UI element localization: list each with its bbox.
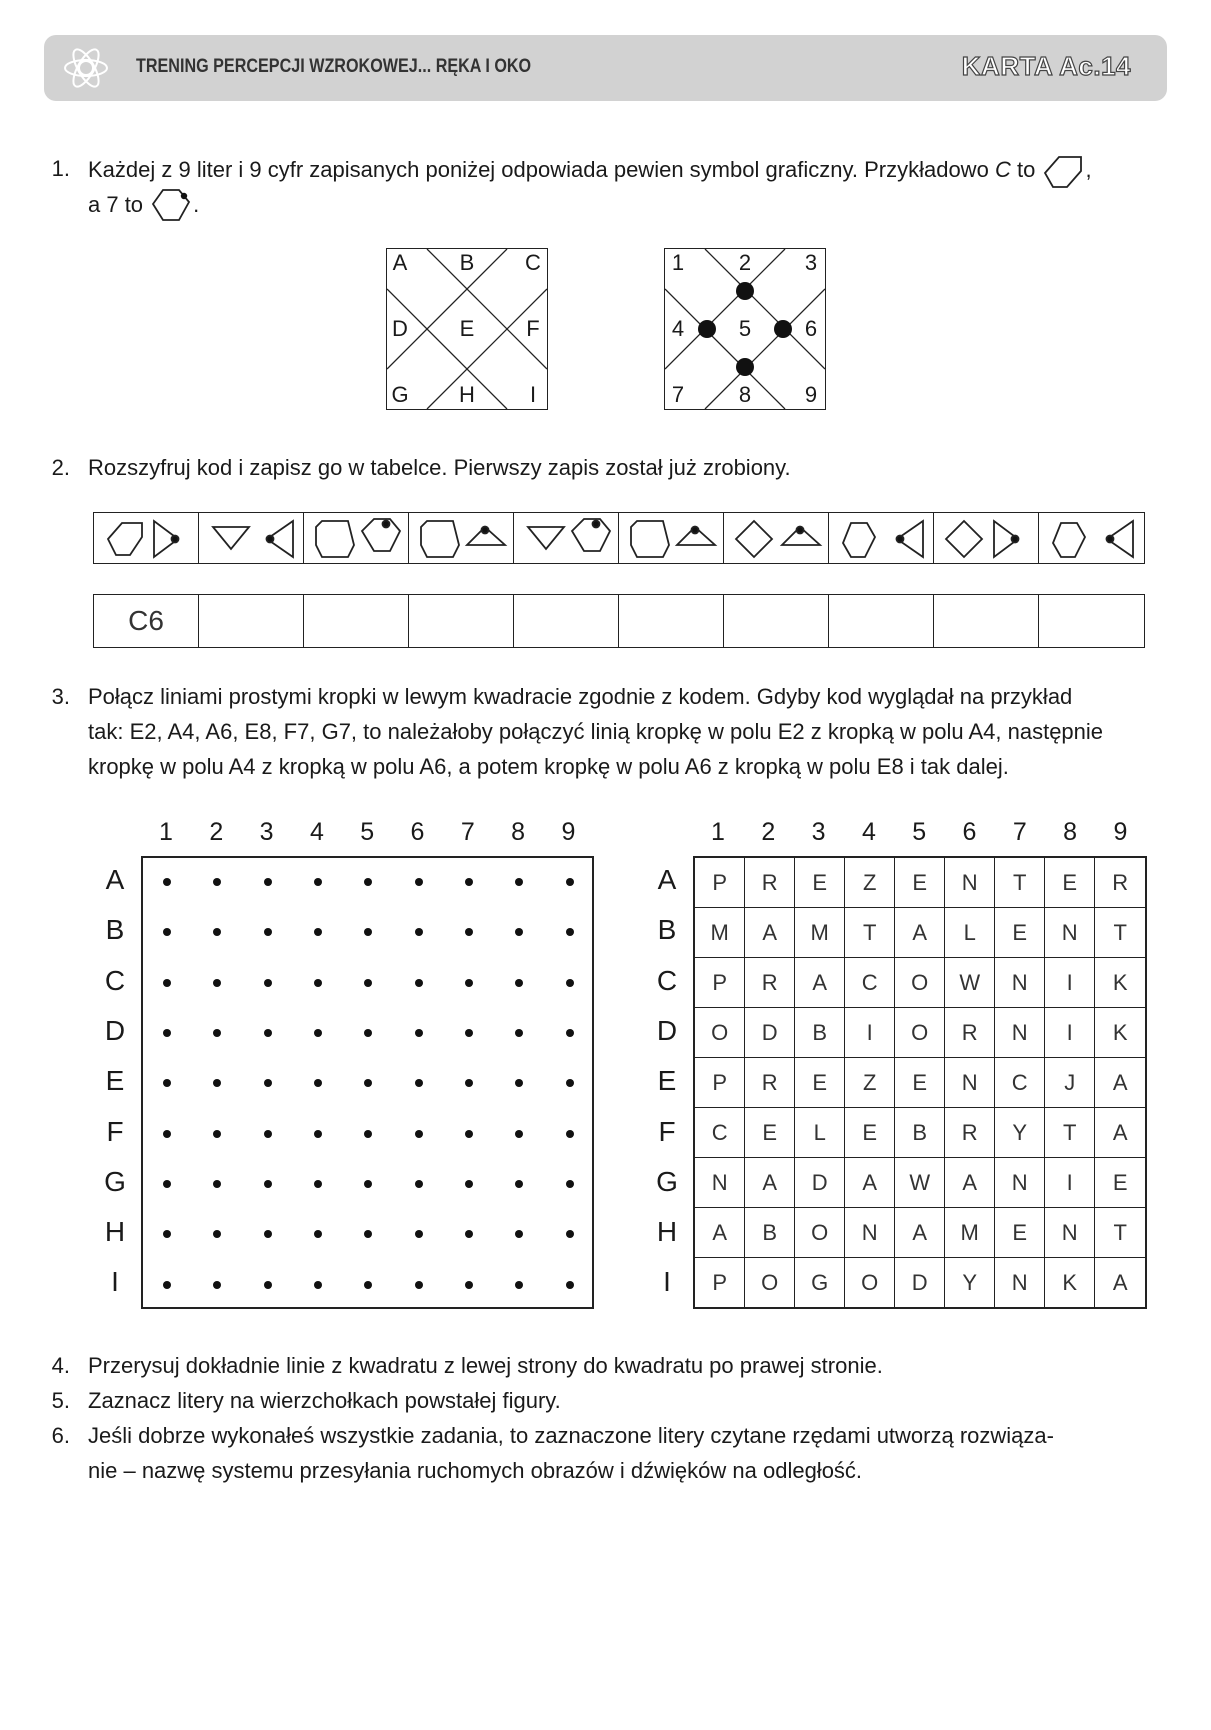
letter-cell: T <box>995 858 1045 908</box>
letter-cell: E <box>1045 858 1095 908</box>
grid-dot[interactable] <box>364 1079 372 1087</box>
grid-dot[interactable] <box>515 1130 523 1138</box>
grid-dot[interactable] <box>515 1281 523 1289</box>
grid-dot[interactable] <box>163 878 171 886</box>
tasks-4-6 <box>40 1348 1170 1488</box>
code-symbol-icon <box>409 513 514 563</box>
task-6-text-cont: nie – nazwę systemu przesyłania ruchomych obrazów i dźwięków na odległość. <box>88 1458 863 1483</box>
column-label: 3 <box>259 818 274 846</box>
task-number: 3. <box>51 684 70 709</box>
task-2-text: Rozszyfruj kod i zapisz go w tabelce. Pierwszy zapis został już zrobiony. <box>88 455 791 480</box>
letter-cell: A <box>895 1208 945 1258</box>
letter-cell: O <box>795 1208 845 1258</box>
column-label: 9 <box>561 818 576 846</box>
column-label: 4 <box>861 818 876 846</box>
column-label: 1 <box>711 818 725 846</box>
answer-cell[interactable] <box>409 595 514 647</box>
letter-cell: R <box>945 1008 995 1058</box>
key-letter-g: G <box>391 382 409 407</box>
letter-cell: N <box>995 1158 1045 1208</box>
header-title: TRENING PERCEPCJI WZROKOWEJ... RĘKA I OKO <box>136 56 532 77</box>
dot-grid[interactable] <box>141 856 594 1309</box>
row-label: E <box>105 1065 125 1097</box>
grid-dot[interactable] <box>314 928 322 936</box>
code-symbol-icon <box>829 513 934 563</box>
grid-dot[interactable] <box>415 979 423 987</box>
key-letter-h: H <box>459 382 475 407</box>
task-number: 2. <box>51 455 70 480</box>
grid-dot[interactable] <box>415 878 423 886</box>
letter-cell: O <box>845 1258 895 1308</box>
grid-dot[interactable] <box>415 1130 423 1138</box>
grid-dot[interactable] <box>465 1029 473 1037</box>
letter-cell: A <box>895 908 945 958</box>
letter-cell: A <box>795 958 845 1008</box>
answer-cell[interactable] <box>619 595 724 647</box>
grid-dot[interactable] <box>314 979 322 987</box>
letter-cell: B <box>795 1008 845 1058</box>
task-number: 4. <box>51 1353 70 1378</box>
grid-dot[interactable] <box>566 1180 574 1188</box>
grid-dot[interactable] <box>314 1180 322 1188</box>
grid-dot[interactable] <box>515 979 523 987</box>
grid-dot[interactable] <box>163 979 171 987</box>
grid-dot[interactable] <box>213 1281 221 1289</box>
grid-dot[interactable] <box>465 1230 473 1238</box>
grid-dot[interactable] <box>314 1130 322 1138</box>
task-3 <box>40 679 1170 784</box>
row-label: C <box>656 964 678 996</box>
grid-dot[interactable] <box>314 1029 322 1037</box>
grid-dot[interactable] <box>515 928 523 936</box>
grid-dot[interactable] <box>314 1281 322 1289</box>
key-digit-7: 7 <box>671 382 685 407</box>
letter-cell: A <box>1095 1108 1145 1158</box>
letter-cell: P <box>695 858 745 908</box>
task-3-line-2: tak: E2, A4, A6, E8, F7, G7, to należałoby połączyć linią kropkę w polu E2 z kropką w polu A4, następnie <box>88 719 1104 744</box>
letter-cell: I <box>845 1008 895 1058</box>
key-digit-6: 6 <box>804 316 818 341</box>
row-label: F <box>106 1115 124 1147</box>
letter-cell: P <box>695 958 745 1008</box>
key-letter-c: C <box>525 250 541 275</box>
letter-cell: O <box>895 1008 945 1058</box>
grid-dot[interactable] <box>213 979 221 987</box>
letter-cell: P <box>695 1258 745 1308</box>
grid-dot[interactable] <box>364 1230 372 1238</box>
code-symbol-cell <box>409 513 514 563</box>
grid-dot[interactable] <box>566 1130 574 1138</box>
column-label: 5 <box>360 818 375 846</box>
code-symbol-icon <box>724 513 829 563</box>
letter-cell: R <box>1095 858 1145 908</box>
letter-cell: N <box>1045 908 1095 958</box>
letter-cell: E <box>995 908 1045 958</box>
letter-cell: R <box>745 858 795 908</box>
grid-dot[interactable] <box>415 1029 423 1037</box>
row-label: D <box>656 1014 678 1046</box>
digit-key-box <box>664 248 826 410</box>
letter-cell: O <box>695 1008 745 1058</box>
letter-cell: T <box>1095 908 1145 958</box>
grid-dot[interactable] <box>264 1130 272 1138</box>
task-1-text: Każdej z 9 liter i 9 cyfr zapisanych poniżej odpowiada pewien symbol graficzny. Przykładowo <box>88 157 989 182</box>
task-1-line-2 <box>88 186 199 224</box>
code-symbol-row <box>93 512 1145 564</box>
row-label: A <box>657 864 677 895</box>
grid-dot[interactable] <box>314 1079 322 1087</box>
column-label: 2 <box>761 818 776 846</box>
row-label: I <box>111 1266 119 1298</box>
grid-dot[interactable] <box>163 1180 171 1188</box>
grid-dot[interactable] <box>264 878 272 886</box>
task-5-text: Zaznacz litery na wierzchołkach powstałej figury. <box>88 1388 561 1413</box>
letter-cell: Z <box>845 858 895 908</box>
grid-dot[interactable] <box>264 1180 272 1188</box>
grid-dot[interactable] <box>566 1029 574 1037</box>
column-label: 2 <box>209 818 224 846</box>
column-label: 8 <box>1063 818 1078 846</box>
grid-dot[interactable] <box>163 1029 171 1037</box>
grid-dot[interactable] <box>163 1130 171 1138</box>
letter-cell: A <box>695 1208 745 1258</box>
grid-dot[interactable] <box>264 1230 272 1238</box>
letter-cell: O <box>895 958 945 1008</box>
grid-dot[interactable] <box>163 1281 171 1289</box>
atom-logo-icon <box>62 44 110 92</box>
grid-dot[interactable] <box>415 1180 423 1188</box>
key-letter-d: D <box>392 316 408 341</box>
row-label: A <box>105 864 125 895</box>
grid-dot[interactable] <box>415 1230 423 1238</box>
column-label: 8 <box>511 818 526 846</box>
grid-dot[interactable] <box>465 928 473 936</box>
letter-cell: E <box>845 1108 895 1158</box>
letter-cell: N <box>995 1008 1045 1058</box>
key-letter-b: B <box>459 250 475 275</box>
letter-cell: O <box>745 1258 795 1308</box>
answer-cell[interactable] <box>514 595 619 647</box>
letter-cell: A <box>745 908 795 958</box>
grid-dot[interactable] <box>163 928 171 936</box>
answer-cell[interactable] <box>199 595 304 647</box>
task-6-text: Jeśli dobrze wykonałeś wszystkie zadania, to zaznaczone litery czytane rzędami utworzą rozwiąza- <box>88 1423 1054 1448</box>
letter-cell: L <box>945 908 995 958</box>
letter-cell: B <box>745 1208 795 1258</box>
grid-dot[interactable] <box>566 1281 574 1289</box>
code-symbol-cell <box>934 513 1039 563</box>
letter-cell: N <box>1045 1208 1095 1258</box>
code-symbol-icon <box>1039 513 1144 563</box>
grid-dot[interactable] <box>213 1180 221 1188</box>
grid-dot[interactable] <box>465 878 473 886</box>
code-symbol-cell <box>304 513 409 563</box>
letter-cell: E <box>995 1208 1045 1258</box>
row-label: E <box>657 1065 677 1097</box>
letter-cell: N <box>945 1058 995 1108</box>
code-symbol-cell <box>514 513 619 563</box>
example-letter: C <box>994 157 1011 182</box>
grid-dot[interactable] <box>566 1230 574 1238</box>
grid-dot[interactable] <box>213 928 221 936</box>
grid-dot[interactable] <box>515 878 523 886</box>
task-1-line-2-text: a 7 to <box>88 192 144 217</box>
key-digit-1: 1 <box>671 250 685 275</box>
letter-cell: R <box>945 1108 995 1158</box>
key-digit-3: 3 <box>804 250 818 275</box>
code-symbol-cell <box>619 513 724 563</box>
letter-cell: P <box>695 1058 745 1108</box>
letter-cell: W <box>895 1158 945 1208</box>
task-2 <box>40 450 1170 485</box>
letter-cell: D <box>745 1008 795 1058</box>
letter-cell: I <box>1045 1008 1095 1058</box>
grid-dot[interactable] <box>566 979 574 987</box>
answer-cell[interactable] <box>1039 595 1144 647</box>
code-symbol-cell <box>724 513 829 563</box>
code-symbol-icon <box>304 513 409 563</box>
letter-cell: W <box>945 958 995 1008</box>
letter-grid <box>693 856 1147 1309</box>
letter-cell: I <box>1045 958 1095 1008</box>
grid-dot[interactable] <box>213 878 221 886</box>
grid-dot[interactable] <box>515 1079 523 1087</box>
task-1 <box>40 151 1170 226</box>
grid-dot[interactable] <box>415 928 423 936</box>
letter-cell: Z <box>845 1058 895 1108</box>
answer-cell[interactable] <box>934 595 1039 647</box>
answer-cell: C6 <box>94 595 199 647</box>
column-label: 1 <box>159 818 173 846</box>
card-number: KARTA Ac.14 <box>961 51 1131 81</box>
grid-dot[interactable] <box>163 1079 171 1087</box>
grid-dot[interactable] <box>364 1029 372 1037</box>
grid-dot[interactable] <box>264 928 272 936</box>
task-4-text: Przerysuj dokładnie linie z kwadratu z lewej strony do kwadratu po prawej stronie. <box>88 1353 883 1378</box>
grid-dot[interactable] <box>364 1180 372 1188</box>
letter-cell: K <box>1095 1008 1145 1058</box>
letter-cell: E <box>795 1058 845 1108</box>
grid-dot[interactable] <box>515 1180 523 1188</box>
column-label: 7 <box>460 818 475 846</box>
grid-dot[interactable] <box>465 1281 473 1289</box>
letter-cell: A <box>1095 1058 1145 1108</box>
answer-cell[interactable] <box>724 595 829 647</box>
task-3-line-1: Połącz liniami prostymi kropki w lewym kwadracie zgodnie z kodem. Gdyby kod wyglądał na przykład <box>88 684 1073 709</box>
letter-cell: M <box>795 908 845 958</box>
grid-dot[interactable] <box>264 1029 272 1037</box>
grid-dot[interactable] <box>515 1029 523 1037</box>
grid-dot[interactable] <box>566 1079 574 1087</box>
row-label: B <box>657 914 677 946</box>
grid-dot[interactable] <box>415 1281 423 1289</box>
letter-cell: C <box>695 1108 745 1158</box>
grid-dot[interactable] <box>364 979 372 987</box>
letter-cell: M <box>695 908 745 958</box>
letter-cell: J <box>1045 1058 1095 1108</box>
grid-dot[interactable] <box>314 878 322 886</box>
code-symbol-icon <box>934 513 1039 563</box>
task-1-line-1 <box>88 151 1092 189</box>
letter-cell: N <box>845 1208 895 1258</box>
symbol-c-icon <box>1041 151 1085 189</box>
row-label: G <box>104 1165 126 1197</box>
code-symbol-icon <box>514 513 619 563</box>
letter-cell: N <box>995 958 1045 1008</box>
column-label: 9 <box>1113 818 1128 846</box>
letter-cell: Y <box>995 1108 1045 1158</box>
grid-dot[interactable] <box>314 1230 322 1238</box>
letter-cell: I <box>1045 1158 1095 1208</box>
task-number: 6. <box>51 1423 70 1448</box>
answer-cell[interactable] <box>829 595 934 647</box>
letter-cell: A <box>845 1158 895 1208</box>
grid-dot[interactable] <box>465 1079 473 1087</box>
row-label: I <box>663 1266 671 1298</box>
column-label: 6 <box>410 818 425 846</box>
row-label: G <box>656 1165 678 1197</box>
letter-cell: M <box>945 1208 995 1258</box>
letter-cell: B <box>895 1108 945 1158</box>
code-symbol-cell <box>1039 513 1144 563</box>
letter-cell: T <box>845 908 895 958</box>
comma: , <box>1085 157 1092 182</box>
grid-dot[interactable] <box>415 1079 423 1087</box>
grid-dot[interactable] <box>465 979 473 987</box>
letter-cell: N <box>695 1158 745 1208</box>
page-header <box>44 35 1167 101</box>
grid-dot[interactable] <box>213 1029 221 1037</box>
letter-cell: A <box>945 1158 995 1208</box>
letter-cell: T <box>1095 1208 1145 1258</box>
grid-dot[interactable] <box>566 928 574 936</box>
row-label: D <box>104 1014 126 1046</box>
letter-cell: D <box>895 1258 945 1308</box>
answer-row <box>93 594 1145 648</box>
grid-dot[interactable] <box>264 1079 272 1087</box>
letter-cell: R <box>745 1058 795 1108</box>
grid-dot[interactable] <box>364 1281 372 1289</box>
grid-dot[interactable] <box>465 1130 473 1138</box>
letter-cell: N <box>945 858 995 908</box>
letter-cell: K <box>1095 958 1145 1008</box>
grid-dot[interactable] <box>465 1180 473 1188</box>
task-3-line-3: kropkę w polu A4 z kropką w polu A6, a potem kropkę w polu A6 z kropką w polu E8 i tak dalej. <box>88 754 1009 779</box>
code-symbol-icon <box>619 513 724 563</box>
grid-dot[interactable] <box>213 1230 221 1238</box>
key-letter-a: A <box>392 250 408 275</box>
letter-cell: C <box>995 1058 1045 1108</box>
grid-dot[interactable] <box>264 979 272 987</box>
key-digit-8: 8 <box>738 382 752 407</box>
letter-cell: A <box>745 1158 795 1208</box>
letter-cell: K <box>1045 1258 1095 1308</box>
task-number: 5. <box>51 1388 70 1413</box>
answer-cell[interactable] <box>304 595 409 647</box>
letter-cell: N <box>995 1258 1045 1308</box>
letter-cell: E <box>1095 1158 1145 1208</box>
code-symbol-icon <box>199 513 304 563</box>
letter-cell: T <box>1045 1108 1095 1158</box>
letter-cell: D <box>795 1158 845 1208</box>
row-label: F <box>658 1115 676 1147</box>
grid-dot[interactable] <box>213 1079 221 1087</box>
row-label: B <box>105 914 125 946</box>
code-symbol-cell <box>94 513 199 563</box>
letter-cell: E <box>895 1058 945 1108</box>
code-symbol-icon <box>94 513 199 563</box>
column-label: 7 <box>1012 818 1027 846</box>
key-digit-2: 2 <box>738 250 752 275</box>
grid-dot[interactable] <box>515 1230 523 1238</box>
letter-cell: G <box>795 1258 845 1308</box>
key-letter-f: F <box>526 316 540 341</box>
grid-dot[interactable] <box>566 878 574 886</box>
task-number: 1. <box>51 156 70 181</box>
key-digit-9: 9 <box>804 382 818 407</box>
letter-cell: R <box>745 958 795 1008</box>
letter-cell: E <box>795 858 845 908</box>
code-symbol-cell <box>199 513 304 563</box>
grid-dot[interactable] <box>163 1230 171 1238</box>
period: . <box>193 192 200 217</box>
letter-key-box <box>386 248 548 410</box>
key-digit-4: 4 <box>671 316 685 341</box>
key-letter-e: E <box>459 316 475 341</box>
column-label: 5 <box>912 818 927 846</box>
letter-cell: E <box>895 858 945 908</box>
row-label: C <box>104 964 126 996</box>
code-symbol-cell <box>829 513 934 563</box>
letter-cell: Y <box>945 1258 995 1308</box>
letter-cell: L <box>795 1108 845 1158</box>
column-label: 6 <box>962 818 977 846</box>
column-label: 4 <box>309 818 324 846</box>
grid-dot[interactable] <box>264 1281 272 1289</box>
grid-dot[interactable] <box>364 928 372 936</box>
column-label: 3 <box>811 818 826 846</box>
key-digit-5: 5 <box>738 316 752 341</box>
row-label: H <box>656 1216 678 1248</box>
letter-cell: C <box>845 958 895 1008</box>
row-label: H <box>104 1216 126 1248</box>
grid-dot[interactable] <box>364 1130 372 1138</box>
letter-cell: A <box>1112 1270 1128 1296</box>
grid-dot[interactable] <box>213 1130 221 1138</box>
key-letter-i: I <box>529 382 537 407</box>
letter-cell: E <box>745 1108 795 1158</box>
grid-dot[interactable] <box>364 878 372 886</box>
symbol-7-icon <box>149 186 193 224</box>
task-1-to: to <box>1016 157 1036 182</box>
